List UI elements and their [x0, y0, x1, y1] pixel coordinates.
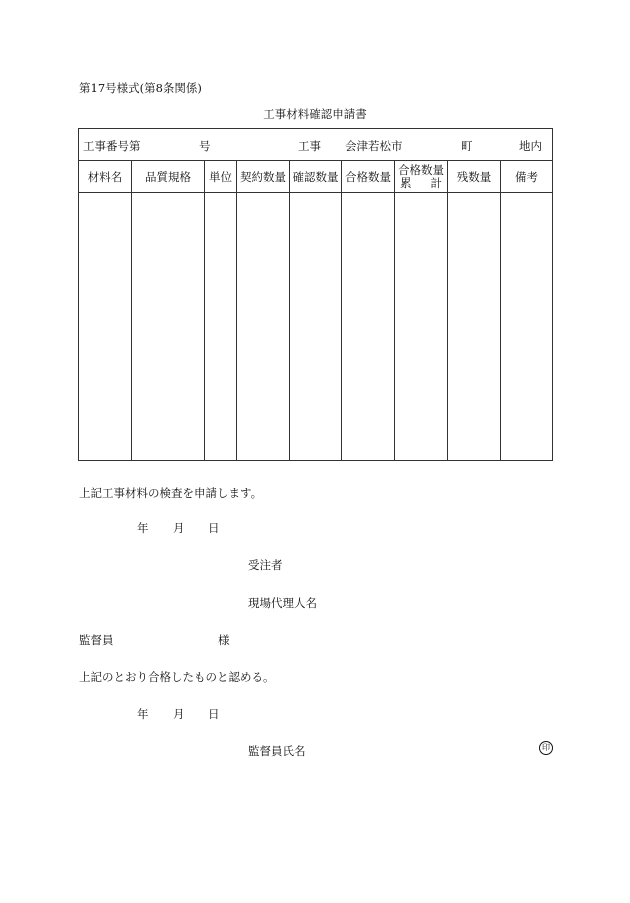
col-contract-qty: 契約数量	[237, 161, 290, 193]
application-date	[137, 520, 220, 536]
cell-contract-qty[interactable]	[237, 193, 290, 461]
table-header-row	[79, 161, 553, 193]
cumulative-line2a: 累	[400, 175, 412, 190]
table-body-row	[79, 193, 553, 461]
cell-unit[interactable]	[205, 193, 237, 461]
work-label: 工事	[298, 139, 321, 153]
app-date-month: 月	[173, 521, 185, 535]
city-name: 会津若松市	[345, 139, 403, 153]
town-label: 町	[461, 139, 473, 153]
approval-date-day: 日	[208, 707, 220, 721]
site-agent-label: 現場代理人名	[248, 596, 317, 610]
approval-text: 上記のとおり合格したものと認める。	[79, 670, 275, 684]
supervisor-name-label: 監督員氏名	[248, 744, 306, 758]
no-suffix: 号	[199, 139, 211, 153]
contractor-label: 受注者	[248, 558, 283, 572]
col-passed-cumulative	[395, 161, 448, 193]
document-title: 工事材料確認申請書	[263, 107, 367, 121]
cell-confirmed-qty[interactable]	[290, 193, 342, 461]
construction-no-label: 工事番号第	[83, 139, 141, 153]
seal-icon: 印	[539, 741, 553, 755]
form-number: 第17号様式(第8条関係)	[79, 81, 202, 95]
area-label: 地内	[519, 139, 542, 153]
app-date-day: 日	[208, 521, 220, 535]
col-quality-spec: 品質規格	[132, 161, 205, 193]
approval-date	[137, 706, 220, 722]
materials-table	[78, 128, 553, 461]
col-unit: 単位	[205, 161, 237, 193]
cell-remarks[interactable]	[501, 193, 553, 461]
cell-material-name[interactable]	[79, 193, 132, 461]
application-text: 上記工事材料の検査を申請します。	[79, 486, 263, 500]
col-remarks: 備考	[501, 161, 553, 193]
cumulative-line2b: 計	[430, 175, 442, 190]
cell-remaining-qty[interactable]	[448, 193, 501, 461]
supervisor-honorific: 様	[218, 633, 230, 647]
cumulative-line1: 合格数量	[398, 162, 444, 177]
col-material-name: 材料名	[79, 161, 132, 193]
cell-passed-cumulative[interactable]	[395, 193, 448, 461]
approval-date-year: 年	[137, 707, 149, 721]
col-passed-qty: 合格数量	[342, 161, 395, 193]
project-row	[79, 129, 553, 161]
cell-passed-qty[interactable]	[342, 193, 395, 461]
col-remaining-qty: 残数量	[448, 161, 501, 193]
app-date-year: 年	[137, 521, 149, 535]
col-confirmed-qty: 確認数量	[290, 161, 342, 193]
cell-quality-spec[interactable]	[132, 193, 205, 461]
supervisor-label: 監督員	[79, 633, 114, 647]
approval-date-month: 月	[173, 707, 185, 721]
